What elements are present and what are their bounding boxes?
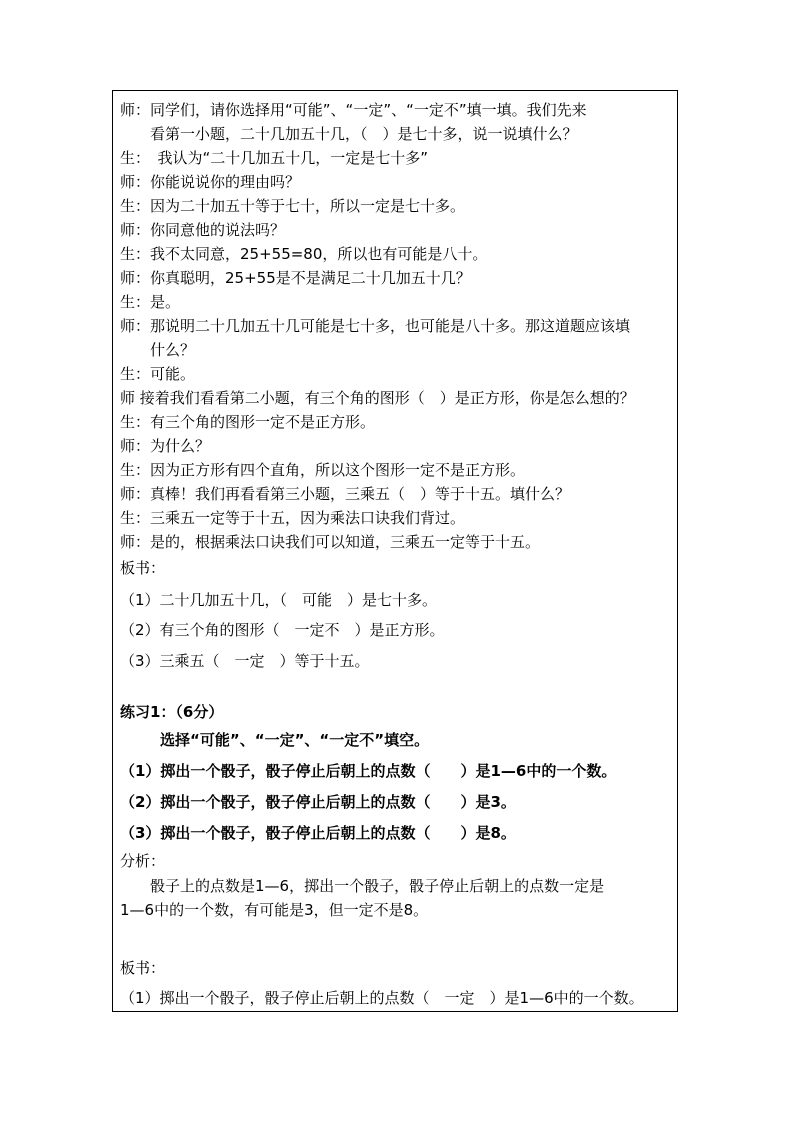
- dialogue-line: 生：是。: [120, 293, 181, 311]
- dialogue-line: 生：有三个角的图形一定不是正方形。: [120, 413, 376, 431]
- dialogue-line: 师：是的，根据乘法口诀我们可以知道，三乘五一定等于十五。: [120, 533, 541, 551]
- exercise-item: （1）掷出一个骰子，骰子停止后朝上的点数（ ）是1—6中的一个数。: [120, 762, 617, 780]
- exercise-instruction: 选择“可能”、“一定”、“一定不”填空。: [160, 731, 430, 749]
- exercise-title: 练习1：（6分）: [120, 703, 224, 721]
- dialogue-line: 师 接着我们看看第二小题，有三个角的图形（ ）是正方形，你是怎么想的？: [120, 389, 635, 407]
- board-item: （1）掷出一个骰子，骰子停止后朝上的点数（ 一定 ）是1—6中的一个数。: [120, 989, 644, 1007]
- board-item: （2）有三个角的图形（ 一定不 ）是正方形。: [120, 621, 445, 639]
- dialogue-line: 什么？: [150, 341, 196, 359]
- analysis-line: 骰子上的点数是1—6，掷出一个骰子，骰子停止后朝上的点数一定是: [150, 877, 605, 895]
- board-label: 板书：: [120, 559, 166, 577]
- dialogue-line: 生： 我认为“二十几加五十几，一定是七十多”: [120, 149, 429, 167]
- dialogue-line: 师：同学们，请你选择用“可能”、“一定”、“一定不”填一填。我们先来: [120, 101, 587, 119]
- dialogue-line: 师：真棒！我们再看看第三小题，三乘五（ ）等于十五。填什么？: [120, 485, 571, 503]
- dialogue-line: 师：为什么？: [120, 437, 211, 455]
- dialogue-line: 生：因为二十加五十等于七十，所以一定是七十多。: [120, 197, 466, 215]
- board-label: 板书：: [120, 959, 166, 977]
- dialogue-line: 生：我不太同意，25+55=80，所以也有可能是八十。: [120, 245, 488, 263]
- dialogue-line: 看第一小题，二十几加五十几，（ ）是七十多，说一说填什么？: [150, 125, 578, 143]
- dialogue-line: 师：那说明二十几加五十几可能是七十多，也可能是八十多。那这道题应该填: [120, 317, 631, 335]
- board-item: （1）二十几加五十几，（ 可能 ）是七十多。: [120, 591, 438, 609]
- exercise-item: （3）掷出一个骰子，骰子停止后朝上的点数（ ）是8。: [120, 824, 516, 842]
- analysis-line: 1—6中的一个数，有可能是3，但一定不是8。: [120, 901, 429, 919]
- dialogue-line: 师：你真聪明，25+55是不是满足二十几加五十几？: [120, 269, 471, 287]
- dialogue-line: 师：你能说说你的理由吗？: [120, 173, 301, 191]
- analysis-label: 分析：: [120, 852, 166, 870]
- board-item: （3）三乘五（ 一定 ）等于十五。: [120, 652, 370, 670]
- dialogue-line: 生：因为正方形有四个直角，所以这个图形一定不是正方形。: [120, 461, 526, 479]
- dialogue-line: 生：三乘五一定等于十五，因为乘法口诀我们背过。: [120, 509, 466, 527]
- dialogue-line: 生：可能。: [120, 365, 196, 383]
- exercise-item: （2）掷出一个骰子，骰子停止后朝上的点数（ ）是3。: [120, 793, 516, 811]
- dialogue-line: 师：你同意他的说法吗？: [120, 221, 286, 239]
